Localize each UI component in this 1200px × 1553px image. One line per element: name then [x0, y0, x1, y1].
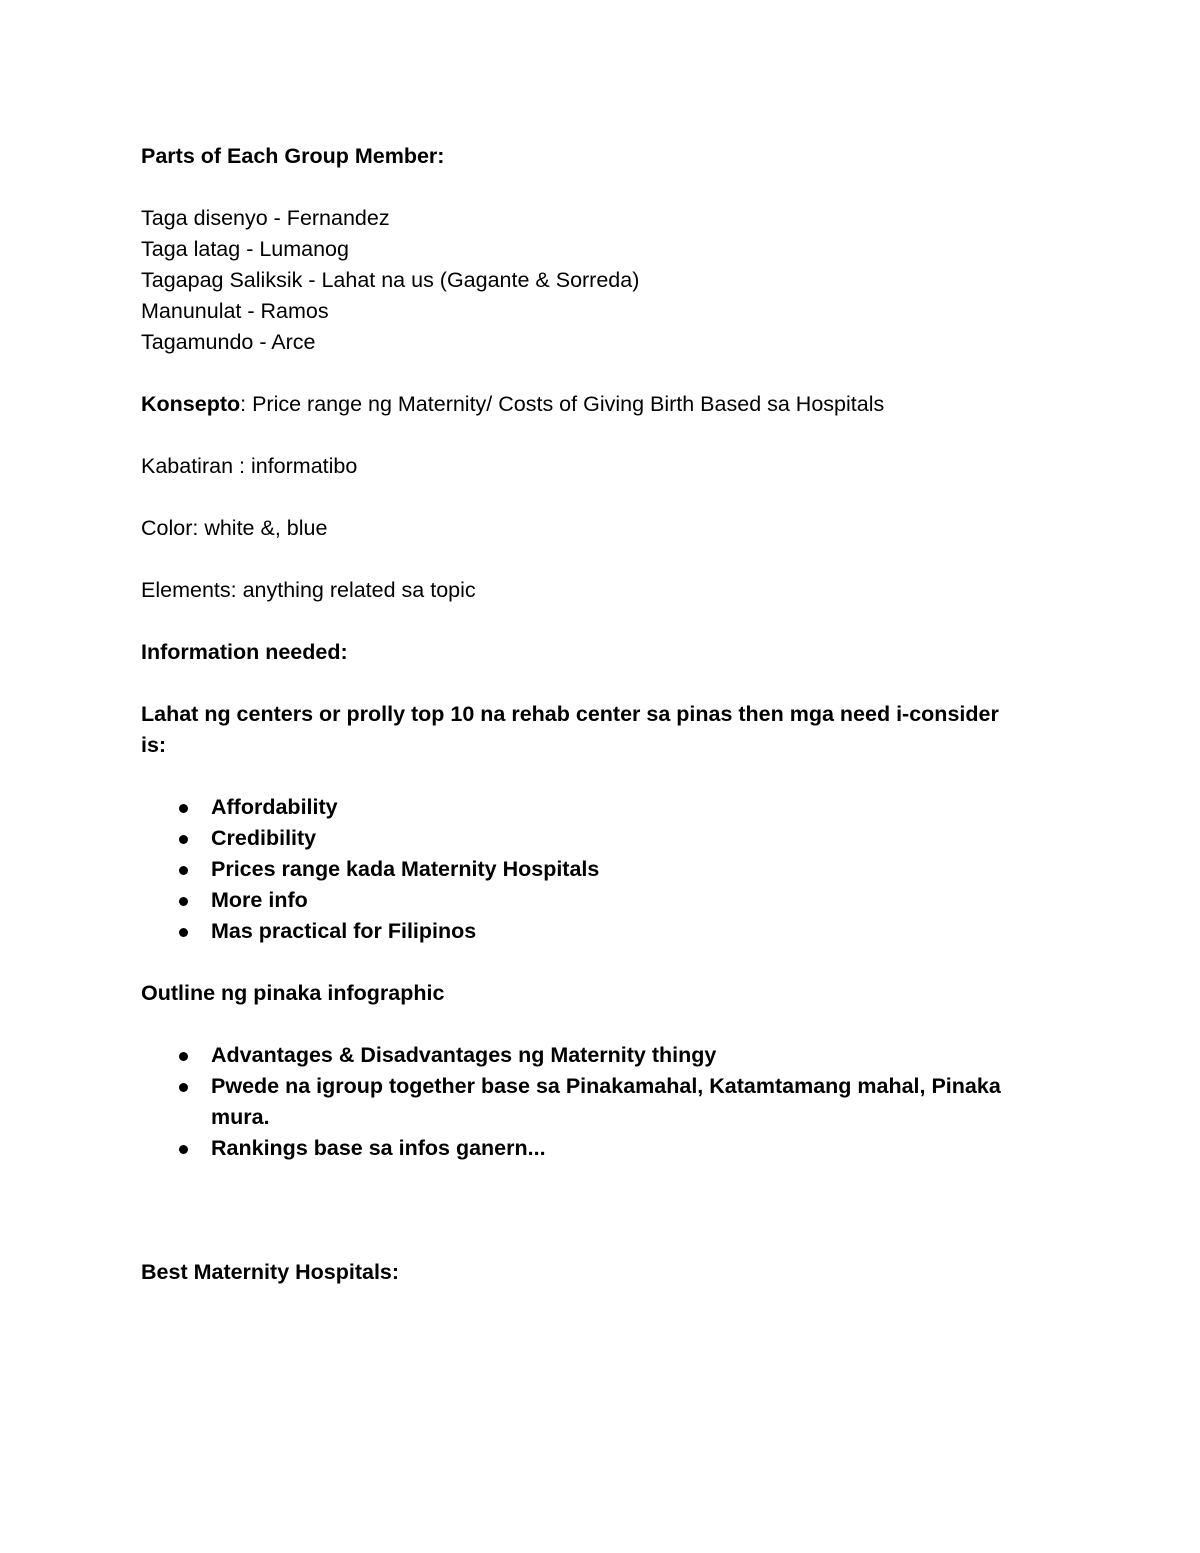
- bullet-icon: [179, 1083, 188, 1092]
- bullet-icon: [179, 835, 188, 844]
- bullet-icon: [179, 1052, 188, 1061]
- member-line: Tagapag Saliksik - Lahat na us (Gagante & Sorreda): [141, 268, 640, 292]
- members-heading: Parts of Each Group Member:: [141, 144, 445, 168]
- list-item: [141, 1071, 1021, 1133]
- member-line: Taga latag - Lumanog: [141, 237, 349, 261]
- spacer: [141, 1164, 1021, 1195]
- konsepto-text: : Price range ng Maternity/ Costs of Giving Birth Based sa Hospitals: [240, 392, 885, 416]
- spacer: [141, 606, 1021, 637]
- spacer: [141, 1009, 1021, 1040]
- member-line: Tagamundo - Arce: [141, 330, 316, 354]
- bullet-icon: [179, 897, 188, 906]
- spacer: [141, 482, 1021, 513]
- list-item: [141, 885, 1021, 916]
- list-item-text: Rankings base sa infos ganern...: [211, 1136, 546, 1160]
- document-page: [141, 141, 1021, 1288]
- spacer: [141, 1226, 1021, 1257]
- spacer: [141, 761, 1021, 792]
- spacer: [141, 544, 1021, 575]
- list-item: [141, 1040, 1021, 1071]
- spacer: [141, 420, 1021, 451]
- list-item-text: More info: [211, 888, 308, 912]
- elements-line: Elements: anything related sa topic: [141, 578, 476, 602]
- bullet-icon: [179, 928, 188, 937]
- spacer: [141, 1195, 1021, 1226]
- list-item-text: Credibility: [211, 826, 317, 850]
- list-item-text: Pwede na igroup together base sa Pinakamahal, Katamtamang mahal, Pinaka mura.: [211, 1074, 1001, 1129]
- best-hospitals-heading: Best Maternity Hospitals:: [141, 1260, 400, 1284]
- information-list: [141, 792, 1021, 947]
- bullet-icon: [179, 804, 188, 813]
- information-intro: Lahat ng centers or prolly top 10 na rehab center sa pinas then mga need i-consider is:: [141, 702, 999, 757]
- list-item-text: Mas practical for Filipinos: [211, 919, 477, 943]
- konsepto-line: [141, 389, 1021, 420]
- list-item: [141, 792, 1021, 823]
- list-item-text: Affordability: [211, 795, 338, 819]
- member-line: Manunulat - Ramos: [141, 299, 329, 323]
- kabatiran-line: Kabatiran : informatibo: [141, 454, 358, 478]
- member-line: Taga disenyo - Fernandez: [141, 206, 390, 230]
- list-item: [141, 823, 1021, 854]
- list-item: [141, 916, 1021, 947]
- list-item-text: Prices range kada Maternity Hospitals: [211, 857, 600, 881]
- bullet-icon: [179, 1145, 188, 1154]
- list-item-text: Advantages & Disadvantages ng Maternity thingy: [211, 1043, 717, 1067]
- list-item: [141, 854, 1021, 885]
- outline-list: [141, 1040, 1021, 1164]
- spacer: [141, 172, 1021, 203]
- list-item: [141, 1133, 1021, 1164]
- spacer: [141, 947, 1021, 978]
- spacer: [141, 358, 1021, 389]
- information-heading: Information needed:: [141, 640, 348, 664]
- konsepto-label: Konsepto: [141, 392, 241, 416]
- bullet-icon: [179, 866, 188, 875]
- spacer: [141, 668, 1021, 699]
- outline-heading: Outline ng pinaka infographic: [141, 981, 445, 1005]
- color-line: Color: white &, blue: [141, 516, 328, 540]
